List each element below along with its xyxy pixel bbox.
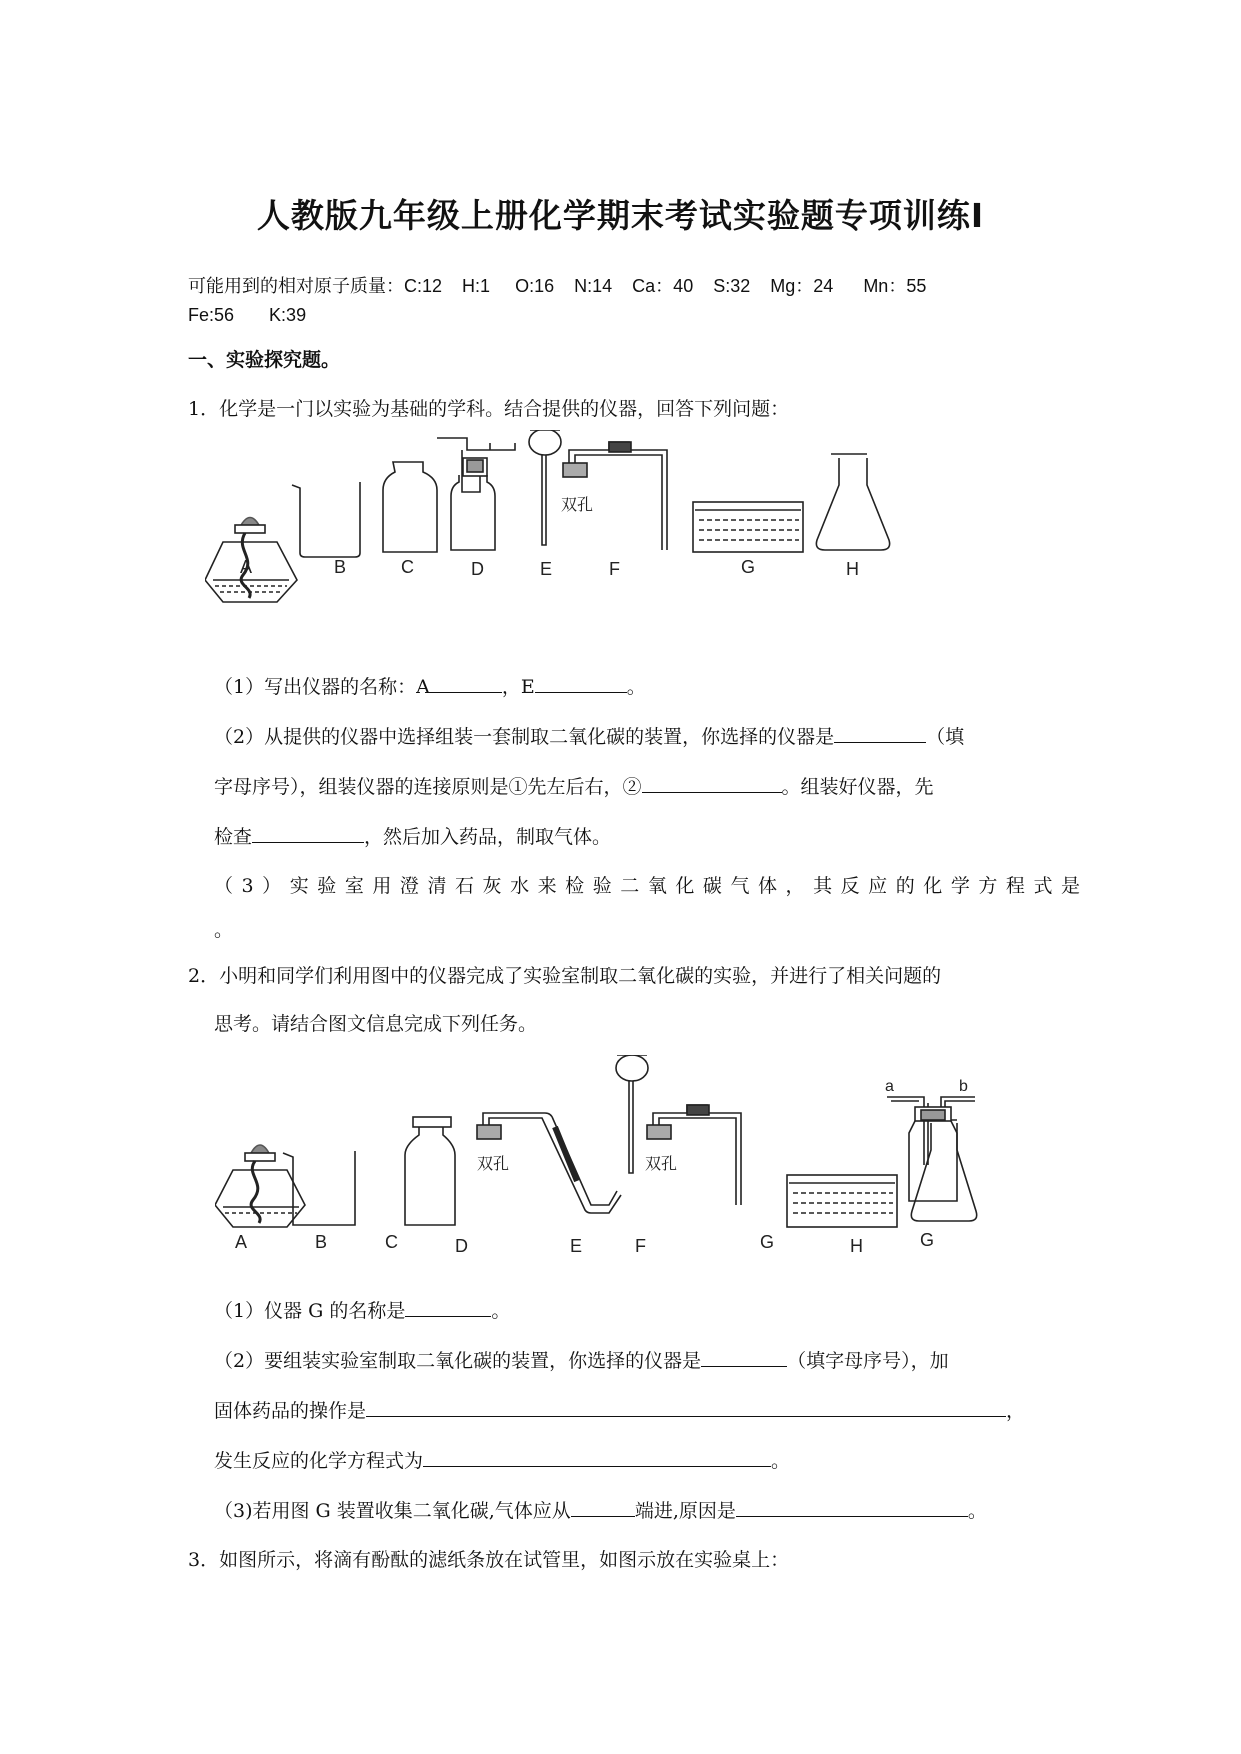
- q1-label-d: D: [471, 559, 484, 579]
- page-title: 人教版九年级上册化学期末考试实验题专项训练Ⅰ: [256, 196, 985, 235]
- water-trough-icon: [693, 502, 803, 552]
- q2-label-d: D: [455, 1236, 468, 1256]
- wide-mouth-bottle-icon: [405, 1117, 455, 1225]
- answer-blank[interactable]: [701, 1346, 787, 1367]
- q2-label-h: H: [850, 1236, 863, 1256]
- section-title: 一、实验探究题。: [188, 349, 341, 371]
- mass-item: Fe:56: [188, 305, 235, 325]
- q1-label-e: E: [540, 559, 553, 579]
- alcohol-lamp-icon: [215, 1145, 305, 1227]
- q1-sub1: （1）写出仪器的名称：A ，E 。: [214, 672, 646, 701]
- water-trough-icon: [787, 1175, 897, 1227]
- q1-sub2-line2: 字母序号），组装仪器的连接原则是①先左后右，② 。组装好仪器，先: [214, 772, 934, 801]
- q1-stem: 1．化学是一门以实验为基础的学科。结合提供的仪器，回答下列问题：: [188, 398, 790, 420]
- mass-item: H:1: [462, 276, 491, 296]
- answer-blank[interactable]: [252, 822, 364, 843]
- answer-blank[interactable]: [366, 1396, 1006, 1417]
- q3-stem: 3．如图所示，将滴有酚酞的滤纸条放在试管里，如图示放在实验桌上：: [188, 1549, 790, 1571]
- q2-stopper-label-d: 双孔: [477, 1156, 510, 1173]
- answer-blank[interactable]: [736, 1496, 968, 1517]
- two-hole-stopper-tube-icon: [563, 442, 667, 550]
- q2-label-a: A: [235, 1232, 248, 1252]
- q1-sub2-line3: 检查 ，然后加入药品，制取气体。: [214, 822, 611, 851]
- answer-blank[interactable]: [535, 672, 627, 693]
- gas-washing-bottle-icon: [437, 438, 515, 550]
- mass-item: K:39: [269, 305, 307, 325]
- mass-item: O:16: [515, 276, 555, 296]
- q1-label-h: H: [846, 559, 859, 579]
- q1-stopper-label: 双孔: [561, 497, 594, 514]
- q1-label-c: C: [401, 557, 414, 577]
- q1-apparatus-figure: [205, 430, 1005, 660]
- atomic-masses-label: 可能用到的相对原子质量：: [188, 276, 404, 296]
- beaker-icon: [283, 1151, 355, 1225]
- answer-blank[interactable]: [642, 772, 782, 793]
- q2-apparatus-figure: [215, 1055, 1075, 1285]
- q2-sub2-line2: 固体药品的操作是 ，: [214, 1396, 1025, 1425]
- q2-label-g: G: [760, 1232, 775, 1252]
- q2-label-g2: G: [920, 1230, 935, 1250]
- q2-label-c: C: [385, 1232, 398, 1252]
- mass-item: N:14: [574, 276, 613, 296]
- q2-sub1: （1）仪器 G 的名称是 。: [214, 1296, 510, 1325]
- long-stem-funnel-icon: [616, 1055, 648, 1173]
- q1-sub3-line1: （3）实验室用澄清石灰水来检验二氧化碳气体，其反应的化学方程式是: [214, 875, 1080, 897]
- atomic-masses: [188, 272, 926, 298]
- q1-label-f: F: [609, 559, 620, 579]
- q2-label-b: B: [315, 1232, 328, 1252]
- mass-item: Mn：55: [863, 276, 927, 296]
- q1-sub3-line2: 。: [214, 919, 234, 941]
- q2-sub2-line3: 发生反应的化学方程式为 。: [214, 1446, 790, 1475]
- mass-item: Ca：40: [632, 276, 694, 296]
- answer-blank[interactable]: [571, 1496, 635, 1517]
- q2-port-a: a: [885, 1078, 894, 1095]
- q2-stem-line1: 2．小明和同学们利用图中的仪器完成了实验室制取二氧化碳的实验，并进行了相关问题的: [188, 965, 942, 987]
- q2-sub2-line1: （2）要组装实验室制取二氧化碳的装置，你选择的仪器是 （填字母序号），加: [214, 1346, 949, 1375]
- beaker-icon: [292, 482, 360, 557]
- conical-flask-icon: [816, 454, 889, 550]
- two-hole-stopper-tube-icon: [647, 1105, 741, 1205]
- q1-sub2-line1: （2）从提供的仪器中选择组装一套制取二氧化碳的装置，你选择的仪器是 （填: [214, 722, 964, 751]
- wide-mouth-bottle-icon: [383, 462, 437, 552]
- answer-blank[interactable]: [405, 1296, 491, 1317]
- answer-blank[interactable]: [423, 1446, 771, 1467]
- q1-label-g: G: [741, 557, 756, 577]
- answer-blank[interactable]: [430, 672, 502, 693]
- answer-blank[interactable]: [834, 722, 926, 743]
- conical-flask-icon: [911, 1120, 976, 1221]
- mass-item: S:32: [713, 276, 751, 296]
- mass-item: Mg：24: [770, 276, 834, 296]
- q2-sub3: （3)若用图 G 装置收集二氧化碳,气体应从 端进,原因是 。: [214, 1496, 987, 1525]
- mass-item: C:12: [404, 276, 443, 296]
- q2-label-f: F: [635, 1236, 646, 1256]
- q2-stopper-label-f: 双孔: [645, 1156, 678, 1173]
- long-stem-funnel-icon: [529, 430, 561, 545]
- q2-port-b: b: [959, 1078, 968, 1095]
- q2-label-e: E: [570, 1236, 583, 1256]
- atomic-masses-line2: [188, 305, 306, 326]
- q1-label-b: B: [334, 557, 347, 577]
- q1-label-a: A: [240, 557, 253, 577]
- q2-stem-line2: 思考。请结合图文信息完成下列任务。: [214, 1013, 538, 1035]
